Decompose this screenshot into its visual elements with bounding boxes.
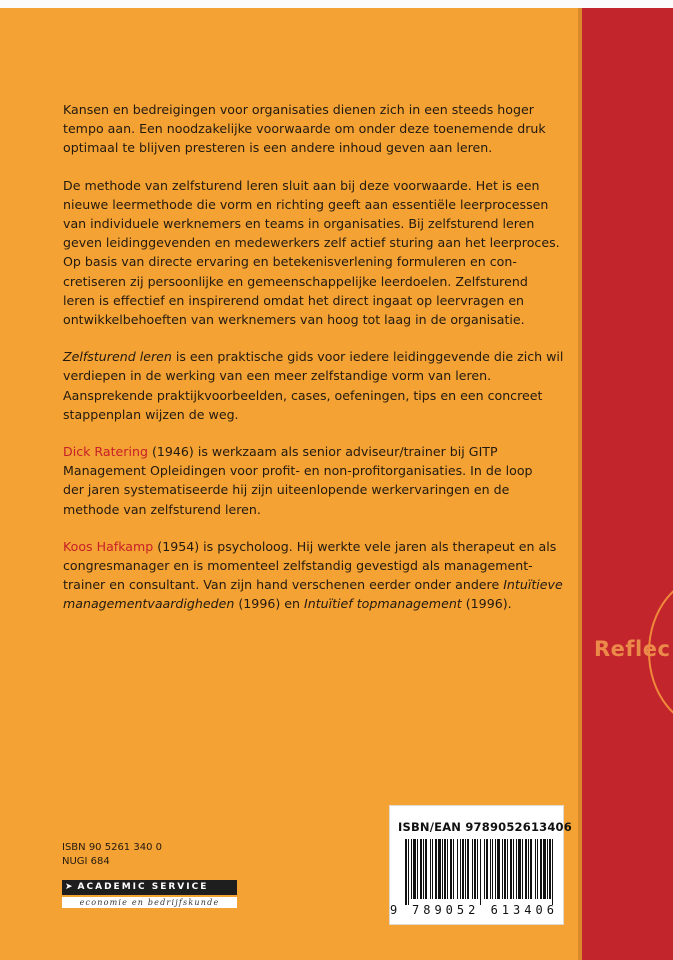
- nugi-text: NUGI 684: [62, 856, 110, 867]
- barcode-bar: [513, 839, 514, 899]
- barcode-bar: [516, 839, 517, 899]
- barcode-bar: [502, 839, 503, 899]
- text-line: Op basis van directe ervaring en betekenisverlening formuleren en con-: [63, 254, 517, 270]
- barcode-bar: [432, 839, 433, 899]
- barcode-bar: [543, 839, 546, 899]
- barcode-bar: [547, 839, 548, 899]
- text-line: Management Opleidingen voor profit- en non-profitorganisaties. In de loop: [63, 463, 533, 479]
- author-bio-2: [63, 537, 575, 614]
- barcode-bar: [444, 839, 446, 899]
- text-line: optimaal te blijven presteren is een andere inhoud geven aan leren.: [63, 140, 493, 156]
- barcode-bar: [472, 839, 473, 899]
- text-line: Kansen en bedreigingen voor organisaties dienen zich in een steeds hoger: [63, 102, 534, 117]
- text-line: methode van zelfsturend leren.: [63, 501, 261, 517]
- publisher-tagline: economie en bedrijfskunde: [62, 897, 237, 908]
- barcode-bar: [525, 839, 527, 899]
- author-name: Koos Hafkamp: [63, 538, 154, 554]
- isbn-ean-label: ISBN/EAN 9789052613406: [398, 820, 572, 834]
- barcode-bar: [450, 839, 452, 899]
- blurb-paragraph-2: [63, 176, 575, 330]
- barcode-bar: [430, 839, 431, 899]
- text-line: geven leidinggevenden en medewerkers zelf actief sturing aan het leerproces.: [63, 235, 560, 251]
- barcode-bar: [457, 839, 458, 899]
- barcode-bar: [462, 839, 464, 899]
- blurb-paragraph-3: [63, 347, 575, 424]
- barcode-bar: [510, 839, 512, 899]
- text-line: [63, 537, 575, 556]
- text-segment: (1954) is psycholoog. Hij werkte vele jaren als therapeut en als: [153, 538, 557, 554]
- publisher-name-bar: [62, 880, 237, 895]
- barcode-bar: [540, 839, 542, 899]
- barcode-bar: [518, 839, 521, 899]
- barcode-label: [390, 806, 572, 924]
- text-line: [63, 594, 575, 613]
- barcode-bar: [484, 839, 485, 899]
- barcode-bar: [474, 839, 476, 899]
- barcode-digit-prefix: 9: [390, 903, 398, 917]
- book-title-italic: Intuïtieve: [503, 577, 563, 593]
- blurb: [63, 100, 575, 632]
- publisher-name: ACADEMIC SERVICE: [77, 882, 209, 892]
- barcode-bar: [497, 839, 500, 899]
- barcode-bar: [425, 839, 427, 899]
- text-line: van individuele werknemers en teams in organisaties. Bij zelfsturend leren: [63, 216, 535, 232]
- barcode-bar: [467, 839, 469, 899]
- text-segment: trainer en consultant. Van zijn hand verschenen eerder onder andere: [63, 577, 504, 593]
- text-line: Aansprekende praktijkvoorbeelden, cases, oefeningen, tips en een concreet: [63, 387, 543, 403]
- book-title-italic: Intuïtief topmanagement: [304, 596, 462, 612]
- text-line: congresmanager en is momenteel zelfstandig gevestigd als management-: [63, 558, 533, 574]
- barcode-bar: [537, 839, 538, 899]
- barcode-bar: [435, 839, 437, 899]
- text-line: nieuwe leermethode die vorm en richting geeft aan essentiële leerprocessen: [63, 196, 549, 212]
- text-line: [63, 575, 575, 594]
- text-line: leren is effectief en inspirerend omdat het direct ingaat op leervragen en: [63, 292, 525, 308]
- barcode-bar: [447, 839, 448, 899]
- top-edge: [0, 0, 673, 8]
- barcode-bars: [397, 839, 559, 905]
- book-title-italic: managementvaardigheden: [63, 596, 235, 612]
- barcode-bar: [535, 839, 536, 899]
- barcode-bar: [413, 839, 416, 899]
- barcode-bar: [411, 839, 412, 899]
- barcode-bar: [486, 839, 488, 899]
- barcode-bar: [504, 839, 506, 899]
- barcode-bar: [495, 839, 496, 899]
- text-line: [63, 347, 575, 366]
- text-line: De methode van zelfsturend leren sluit aan bij deze voorwaarde. Het is een: [63, 177, 540, 193]
- text-segment: (1996) en: [234, 596, 304, 612]
- barcode-bar: [552, 839, 553, 905]
- barcode-bar: [408, 839, 409, 905]
- barcode-bar: [480, 839, 481, 905]
- barcode-bar: [477, 839, 478, 899]
- barcode-bar: [492, 839, 493, 899]
- isbn-text: ISBN 90 5261 340 0: [62, 842, 162, 853]
- barcode-bar: [417, 839, 418, 899]
- barcode-bar: [522, 839, 523, 899]
- author-bio-1: [63, 442, 575, 519]
- text-segment: (1946) is werkzaam als senior adviseur/trainer bij GITP: [147, 444, 498, 460]
- text-segment: (1996).: [461, 596, 512, 612]
- barcode-bar: [465, 839, 466, 899]
- text-line: stappenplan wijzen de weg.: [63, 406, 239, 422]
- text-line: tempo aan. Een noodzakelijke voorwaarde om onder deze toenemende druk: [63, 121, 546, 137]
- barcode-bar: [442, 839, 443, 899]
- text-line: [63, 442, 575, 461]
- text-line: cretiseren zij persoonlijke en gemeenschappelijke leerdoelen. Zelfsturend: [63, 273, 528, 289]
- text-segment: is een praktische gids voor iedere leidinggevende die zich wil: [171, 349, 564, 365]
- barcode-bar: [405, 839, 407, 905]
- barcode-bar: [490, 839, 491, 899]
- text-line: der jaren systematiseerde hij zijn uiteenlopende werkervaringen en de: [63, 482, 510, 498]
- blurb-paragraph-1: [63, 100, 575, 158]
- text-line: ontwikkelbehoeften van werknemers van hoog tot laag in de organisatie.: [63, 312, 525, 328]
- barcode-digits: 789052 613406: [412, 903, 558, 917]
- barcode-bar: [438, 839, 441, 899]
- barcode-bar: [453, 839, 454, 899]
- spine-title: Reflec: [594, 637, 671, 661]
- barcode-bar: [420, 839, 422, 899]
- barcode-bar: [530, 839, 532, 899]
- book-spine: [582, 8, 673, 960]
- text-line: verdiepen in de werking van een meer zelfstandige vorm van leren.: [63, 368, 492, 384]
- book-title-italic: Zelfsturend leren: [63, 349, 172, 365]
- barcode-bar: [460, 839, 461, 899]
- publisher-logo: [62, 880, 237, 908]
- author-name: Dick Ratering: [63, 444, 148, 460]
- arrow-icon: ➤: [65, 882, 73, 892]
- catalog-info: [62, 841, 162, 869]
- barcode-bar: [528, 839, 529, 899]
- barcode-bar: [423, 839, 424, 899]
- barcode-bar: [549, 839, 551, 899]
- barcode-bar: [507, 839, 508, 899]
